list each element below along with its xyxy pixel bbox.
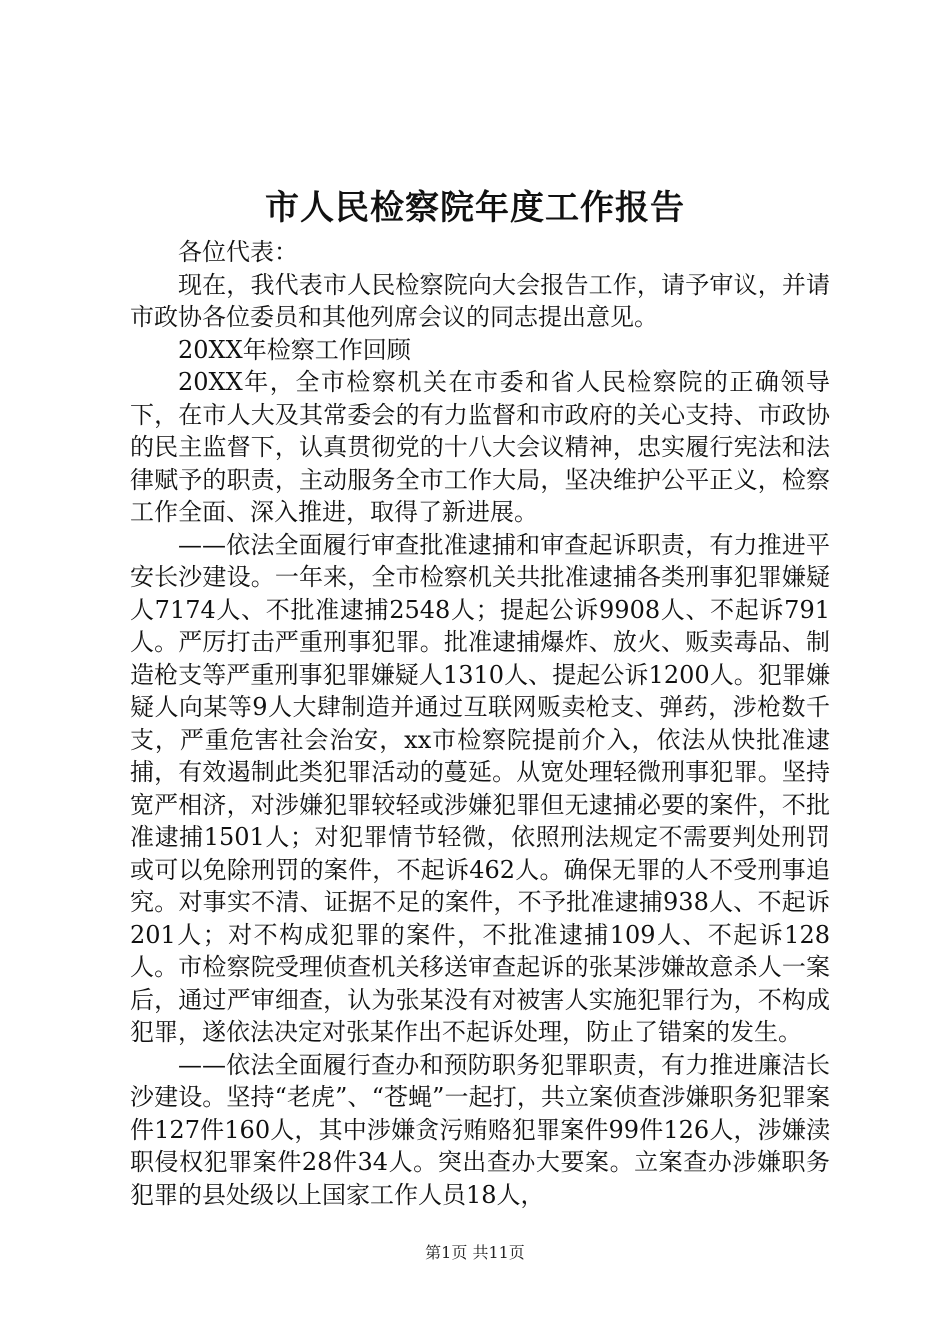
salutation-paragraph: 各位代表： xyxy=(178,238,298,266)
document-body xyxy=(130,236,830,1211)
document-title: 市人民检察院年度工作报告 xyxy=(265,188,685,228)
arrest-prosecution-paragraph: ——依法全面履行审查批准逮捕和审查起诉职责，有力推进平安长沙建设。一年来，全市检察机关共批准逮捕各类刑事犯罪嫌疑人7174人、不批准逮捕2548人；提起公诉9908人、不起诉791人。严厉打击严重刑事犯罪。批准逮捕爆炸、放火、贩卖毒品、制造枪支等严重刑事犯罪嫌疑人1310人、提起公诉1200人。犯罪嫌疑人向某等9人大肆制造并通过互联网贩卖枪支、弹药，涉枪数千支，严重危害社会治安，xx市检察院提前介入，依法从快批准逮捕，有效遏制此类犯罪活动的蔓延。从宽处理轻微刑事犯罪。坚持宽严相济，对涉嫌犯罪较轻或涉嫌犯罪但无逮捕必要的案件，不批准逮捕1501人；对犯罪情节轻微，依照刑法规定不需要判处刑罚或可以免除刑罚的案件，不起诉462人。确保无罪的人不受刑事追究。对事实不清、证据不足的案件，不予批准逮捕938人、不起诉201人；对不构成犯罪的案件，不批准逮捕109人、不起诉128人。市检察院受理侦查机关移送审查起诉的张某涉嫌故意杀人一案后，通过严审细查，认为张某没有对被害人实施犯罪行为，不构成犯罪，遂依法决定对张某作出不起诉处理，防止了错案的发生。 xyxy=(130,530,830,1046)
page-number-footer: 第1页 共11页 xyxy=(425,1243,525,1262)
duty-crime-paragraph: ——依法全面履行查办和预防职务犯罪职责，有力推进廉洁长沙建设。坚持“老虎”、“苍蝇”一起打，共立案侦查涉嫌职务犯罪案件127件160人，其中涉嫌贪污贿赂犯罪案件99件126人，涉嫌渎职侵权犯罪案件28件34人。突出查办大要案。立案查办涉嫌职务犯罪的县处级以上国家工作人员18人， xyxy=(130,1050,830,1209)
section-heading: 20XX年检察工作回顾 xyxy=(178,335,411,364)
overview-paragraph: 20XX年，全市检察机关在市委和省人民检察院的正确领导下，在市人大及其常委会的有力监督和市政府的关心支持、市政协的民主监督下，认真贯彻党的十八大会议精神，忠实履行宪法和法律赋予的职责，主动服务全市工作大局，坚决维护公平正义，检察工作全面、深入推进，取得了新进展。 xyxy=(130,368,830,526)
intro-paragraph: 现在，我代表市人民检察院向大会报告工作，请予审议，并请市政协各位委员和其他列席会议的同志提出意见。 xyxy=(130,270,830,331)
